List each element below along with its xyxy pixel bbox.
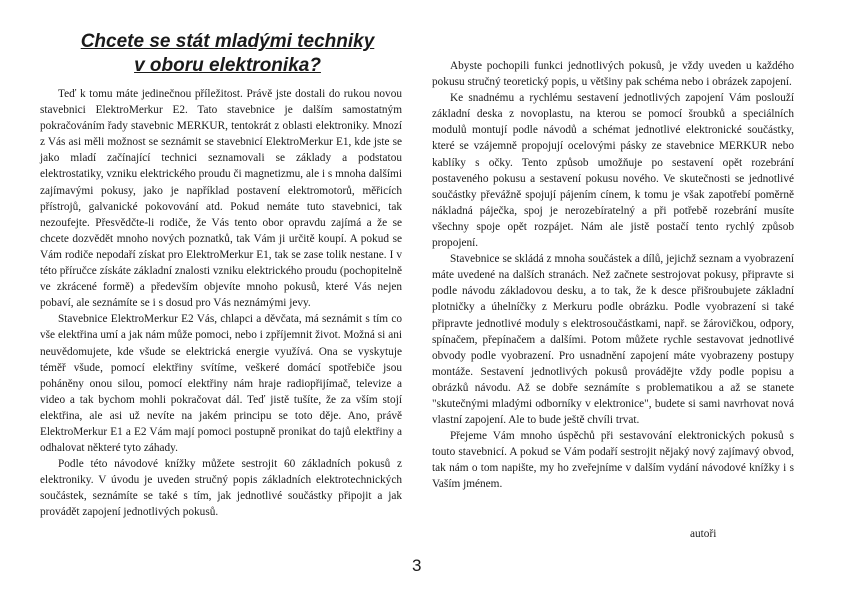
paragraph: Stavebnice ElektroMerkur E2 Vás, chlapci a děvčata, má seznámit s tím co vše elektřina umí a jak nám může pomoci, nebo i zpříjemnit život. Možná si ani neuvědomujete, kde všude se elektrická energie využívá. Ona se vyskytuje téměř všude, pomocí elektřiny svítíme, veškeré domácí spotřebiče jsou poháněny onou silou, pomocí elektřiny nám hraje radiopřijímač, televize a video a tak bychom mohli pokračovat dál. Teď jistě tušíte, že za vším stojí elektřina, ale asi už nevíte na jakém principu se toto děje. Ano, právě ElektroMerkur E1 a E2 Vám mají pomoci postupně pronikat do tajů elektřiny a odhalovat některé tyto záhady. xyxy=(40,313,402,455)
paragraph: Podle této návodové knížky můžete sestrojit 60 základních pokusů z elektroniky. V úvodu je uveden stručný popis základních elektrotechnických součástek, seznámíte se také s tím, jak jednotlivé součástky připojit a jak provádět zapojení jednotlivých pokusů. xyxy=(40,458,402,519)
authors-signature: autoři xyxy=(690,528,717,540)
paragraph: Ke snadnému a rychlému sestavení jednotlivých zapojení Vám poslouží základní deska z novoplastu, na kterou se pomocí šroubků a speciálních modulů montují podle návodů a schémat jednotlivé elektronické součástky, které se vzájemně propojují ocelovými pásky ze stavebnice MERKUR nebo kablíky s očky. Tento způsob umožňuje po sestavení opět rozebrání postaveného pokusu a sestavení pokusu nového. Ve skutečnosti se jednotlivé součástky převážně spojují pájením cínem, k tomu je však zapotřebí poměrně nákladná páječka, spoj je nerozebíratelný a při potřebě rozebrání musíte všechny spoje opět rozpájet. Nám ale jistě postačí tento rychlý způsob propojení. xyxy=(432,92,794,250)
title-line-2: v oboru elektronika? xyxy=(134,55,321,76)
paragraph: Stavebnice se skládá z mnoha součástek a dílů, jejichž seznam a vyobrazení máte uvedené na dalších stranách. Než začnete sestrojovat pokusy, připravte si podle návodu základovou desku, a to tak, že k desce přišroubujete základní plotničky a úhelníčky z Merkuru podle obrázku. Podle vyobrazení si také připravte jednotlivé moduly s elektrosoučástkami, např. se žárovičkou, odpory, spínačem, přepínačem a dalšími. Potom můžete rychle sestavovat jednotlivé obvody podle vyobrazení. Pro usnadnění zapojení máte vyobrazeny postupy montáže. Sestavení jednotlivých pokusů provádějte vždy podle popisu a obrázků návodu. Až se dobře seznámíte s problematikou a až se stanete "skutečnými mladými odborníky v elektronice", budete si sami navrhovat nová vlastní zapojení. Ale to bude ještě chvíli trvat. xyxy=(432,253,794,427)
paragraph: Teď k tomu máte jedinečnou příležitost. Právě jste dostali do rukou novou stavebnici ElektroMerkur E2. Tato stavebnice je dalším samostatným pokračováním řady stavebnic MERKUR, tentokrát z oblasti elektroniky. Mnozí z Vás asi měli možnost se seznámit se stavebnicí ElektroMerkur E1, kde jste se jako mladí začínající technici seznamovali se základy a podstatou elektrostatiky, vzniku elektrického proudu či magnetizmu, ale i s mnoha dalšími zajímavými pokusy, jako je například postavení elektromotorů, měřicích přístrojů, galvanické pokovování atd. Pokud nemáte tuto stavebnici, tak nezoufejte. Přesvědčte-li rodiče, že Vás tento obor opravdu zajímá a že se chcete dozvědět mnoho nových poznatků, tak Vám ji určitě koupí. A pokud se Vám rodiče nepodaří získat pro ElektroMerkur E1, tak se zase tolik nestane. I v této příručce získáte základní znalosti vzniku elektrického proudu (pochopitelně ve zkrácené formě) a především objevíte mnoho pokusů, které Vás nejen pobaví, ale seznámíte se i s dosud pro Vás neznámými jevy. xyxy=(40,88,402,310)
paragraph: Přejeme Vám mnoho úspěchů při sestavování elektronických pokusů s touto stavebnicí. A pokud se Vám podaří sestrojit nějaký nový zajímavý obvod, tak nám o tom napište, my ho zveřejníme v dalším vydání návodové knížky i s Vaším jménem. xyxy=(432,430,794,491)
title-line-1: Chcete se stát mladými techniky xyxy=(80,31,375,52)
page-title xyxy=(40,30,415,78)
right-column xyxy=(432,58,794,493)
left-column xyxy=(40,86,402,521)
page-number: 3 xyxy=(412,556,422,575)
paragraph: Abyste pochopili funkci jednotlivých pokusů, je vždy uveden u každého pokusu stručný teoretický popis, u většiny pak schéma nebo i obrázek zapojení. xyxy=(432,60,794,89)
